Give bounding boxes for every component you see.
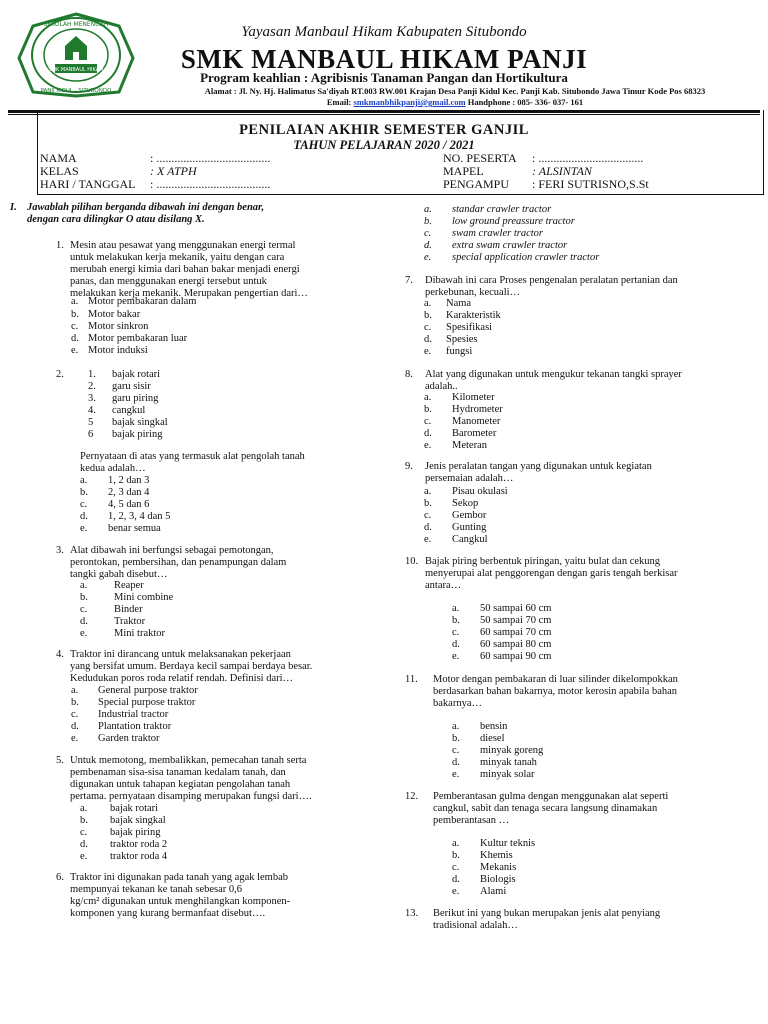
option-letter: e. — [452, 769, 460, 780]
question-text: menyerupai alat penggorengan dengan garis tengah berkisar — [425, 568, 678, 579]
option-text: 1, 2 dan 3 — [108, 475, 150, 486]
option-text: Barometer — [452, 428, 497, 439]
option-text: Reaper — [114, 580, 144, 591]
option-letter: b. — [424, 216, 432, 227]
field-label: NAMA — [40, 151, 77, 165]
email-label: Email: — [326, 97, 354, 107]
option-letter: d. — [424, 240, 432, 251]
option-text: Hydrometer — [452, 404, 503, 415]
question-text: Berikut ini yang bukan merupakan jenis alat penyiang — [433, 908, 661, 919]
instruction-line-2: dengan cara dilingkar O atau disilang X. — [27, 214, 205, 225]
option-letter: d. — [452, 639, 460, 650]
option-letter: b. — [452, 733, 460, 744]
exam-title: PENILAIAN AKHIR SEMESTER GANJIL — [239, 122, 529, 138]
option-text: 50 sampai 60 cm — [480, 603, 552, 614]
option-letter: d. — [71, 333, 79, 344]
option-letter: a. — [71, 296, 79, 307]
program-name: Program keahlian : Agribisnis Tanaman Pangan dan Hortikultura — [200, 70, 568, 85]
list-number: 6 — [88, 429, 94, 440]
option-text: Motor bakar — [88, 309, 141, 320]
question-text: tangki gabah disebut… — [70, 569, 168, 580]
option-letter: e. — [452, 886, 460, 897]
list-number: 2. — [88, 381, 96, 392]
option-text: Mekanis — [480, 862, 517, 873]
question-number: 7. — [405, 275, 413, 286]
question-number: 9. — [405, 461, 413, 472]
question-text: melakukan kerja mekanik. Merupakan pengertian dari… — [70, 288, 308, 299]
question-text: Untuk memotong, membalikkan, pemecahan tanah serta — [70, 755, 307, 766]
option-letter: e. — [424, 534, 432, 545]
option-letter: e. — [424, 440, 432, 451]
list-item: bajak singkal — [112, 417, 168, 428]
question-number: 4. — [56, 649, 64, 660]
question-number: 10. — [405, 556, 419, 567]
option-letter: e. — [452, 651, 460, 662]
option-letter: b. — [424, 404, 432, 415]
question-number: 1. — [56, 240, 64, 251]
question-text: pembenaman sisa-sisa tanaman kedalam tanah, dan — [70, 767, 286, 778]
question-text: Jenis peralatan tangan yang digunakan untuk kegiatan — [425, 461, 652, 472]
question-text: Pemberantasan gulma dengan menggunakan alat seperti — [433, 791, 669, 802]
option-text: Gembor — [452, 510, 487, 521]
option-letter: d. — [424, 522, 432, 533]
question-text: perontokan, pembersihan, dan penampungan dalam — [70, 557, 287, 568]
field-label: KELAS — [40, 164, 79, 178]
option-letter: c. — [424, 416, 432, 427]
field-label: NO. PESERTA — [443, 151, 517, 165]
field-label: PENGAMPU — [443, 177, 510, 191]
question-text: kedua adalah… — [80, 463, 146, 474]
option-text: extra swam crawler tractor — [452, 240, 568, 251]
field-value: : ...................................... — [150, 151, 271, 165]
list-item: garu piring — [112, 393, 159, 404]
option-text: 50 sampai 70 cm — [480, 615, 552, 626]
option-text: Pisau okulasi — [452, 486, 508, 497]
option-letter: e. — [80, 851, 88, 862]
option-letter: e. — [80, 628, 88, 639]
option-letter: d. — [452, 757, 460, 768]
option-letter: b. — [424, 498, 432, 509]
option-letter: c. — [424, 510, 432, 521]
option-text: bajak rotari — [110, 803, 159, 814]
option-text: standar crawler tractor — [452, 204, 552, 215]
option-text: Spesies — [446, 334, 478, 345]
option-text: 4, 5 dan 6 — [108, 499, 150, 510]
question-text: bakarnya… — [433, 698, 482, 709]
option-text: Garden traktor — [98, 733, 160, 744]
option-letter: b. — [452, 615, 460, 626]
option-letter: c. — [71, 321, 79, 332]
option-text: 60 sampai 70 cm — [480, 627, 552, 638]
question-text: Motor dengan pembakaran di luar silinder dikelompokkan — [433, 674, 678, 685]
option-letter: a. — [71, 685, 79, 696]
option-letter: c. — [452, 862, 460, 873]
option-letter: a. — [80, 803, 88, 814]
field-value: : ...................................... — [150, 177, 271, 191]
email-link[interactable]: smkmanbhikpanji@gmail.com — [353, 97, 466, 107]
option-text: 60 sampai 90 cm — [480, 651, 552, 662]
field-value: : FERI SUTRISNO,S.St — [532, 177, 649, 191]
option-text: diesel — [480, 733, 505, 744]
option-text: Meteran — [452, 440, 487, 451]
option-letter: d. — [452, 874, 460, 885]
foundation-name: Yayasan Manbaul Hikam Kabupaten Situbondo — [241, 24, 527, 40]
question-text: Dibawah ini cara Proses pengenalan peralatan pertanian dan — [425, 275, 678, 286]
option-text: minyak goreng — [480, 745, 544, 756]
option-text: 60 sampai 80 cm — [480, 639, 552, 650]
question-number: 2. — [56, 369, 64, 380]
option-letter: d. — [424, 334, 432, 345]
option-letter: e. — [80, 523, 88, 534]
option-letter: b. — [80, 592, 88, 603]
option-text: traktor roda 2 — [110, 839, 168, 850]
option-letter: a. — [424, 204, 432, 215]
option-letter: b. — [80, 487, 88, 498]
question-text: tradisional adalah… — [433, 920, 518, 931]
list-item: bajak rotari — [112, 369, 161, 380]
option-text: Mini traktor — [114, 628, 166, 639]
field-value: : ALSINTAN — [532, 164, 592, 178]
option-text: Kilometer — [452, 392, 495, 403]
question-number: 3. — [56, 545, 64, 556]
option-text: Traktor — [114, 616, 146, 627]
field-label: MAPEL — [443, 164, 484, 178]
option-letter: c. — [80, 499, 88, 510]
exam-year: TAHUN PELAJARAN 2020 / 2021 — [293, 138, 475, 152]
option-text: bajak singkal — [110, 815, 166, 826]
question-text: berdasarkan bahan bakarnya, motor kerosin apabila bahan — [433, 686, 678, 697]
option-letter: c. — [424, 322, 432, 333]
option-text: benar semua — [108, 523, 161, 534]
option-letter: d. — [80, 511, 88, 522]
question-text: Kedudukan poros roda relatif rendah. Definisi dari… — [70, 673, 294, 684]
option-text: low ground preassure tractor — [452, 216, 575, 227]
list-item: garu sisir — [112, 381, 151, 392]
option-text: Binder — [114, 604, 143, 615]
option-letter: e. — [424, 346, 432, 357]
option-text: 2, 3 dan 4 — [108, 487, 150, 498]
option-letter: a. — [80, 580, 88, 591]
option-text: Mini combine — [114, 592, 174, 603]
question-text: perkebunan, kecuali… — [425, 287, 521, 298]
option-text: Karakteristik — [446, 310, 501, 321]
question-text: pemberantasan … — [433, 815, 510, 826]
option-text: Motor sinkron — [88, 321, 149, 332]
question-text: komponen yang kurang bermanfaat disebut…. — [70, 908, 266, 919]
option-text: Special purpose traktor — [98, 697, 196, 708]
option-text: Sekop — [452, 498, 479, 509]
option-text: Kultur teknis — [480, 838, 536, 849]
list-item: cangkul — [112, 405, 146, 416]
question-number: 5. — [56, 755, 64, 766]
question-number: 6. — [56, 872, 64, 883]
option-letter: e. — [71, 345, 79, 356]
instruction-number: I. — [10, 202, 17, 213]
question-number: 13. — [405, 908, 419, 919]
option-text: Motor pembakaran luar — [88, 333, 188, 344]
option-letter: e. — [71, 733, 79, 744]
option-letter: e. — [424, 252, 432, 263]
question-text: digunakan untuk tahapan kegiatan pengolahan tanah — [70, 779, 291, 790]
option-letter: a. — [424, 392, 432, 403]
option-text: Manometer — [452, 416, 501, 427]
question-text: antara… — [425, 580, 462, 591]
option-letter: c. — [452, 627, 460, 638]
svg-text:SMK MANBAUL HIKAM: SMK MANBAUL HIKAM — [48, 67, 104, 73]
option-text: special application crawler tractor — [452, 252, 600, 263]
option-letter: a. — [452, 603, 460, 614]
option-text: minyak solar — [480, 769, 535, 780]
phone-text: Handphone : 085- 336- 037- 161 — [465, 97, 584, 107]
question-text: adalah.. — [425, 381, 458, 392]
address-line: Alamat : Jl. Ny. Hj. Halimatus Sa'diyah RT.003 RW.001 Krajan Desa Panji Kidul Kec. Panji Kab. Situbondo Jawa Timur Kode Pos 68323 — [204, 86, 706, 96]
option-text: Nama — [446, 298, 472, 309]
list-number: 4. — [88, 405, 96, 416]
option-text: Khemis — [480, 850, 513, 861]
option-text: bajak piring — [110, 827, 161, 838]
option-text: Biologis — [480, 874, 516, 885]
option-letter: a. — [424, 486, 432, 497]
option-letter: d. — [80, 616, 88, 627]
option-letter: d. — [80, 839, 88, 850]
option-text: Gunting — [452, 522, 487, 533]
option-letter: b. — [71, 309, 79, 320]
option-letter: d. — [71, 721, 79, 732]
question-text: pertama. pernyataan disamping merupakan fungsi dari…. — [70, 791, 312, 802]
option-text: General purpose traktor — [98, 685, 198, 696]
question-text: Mesin atau pesawat yang menggunakan energi termal — [70, 240, 296, 251]
question-number: 12. — [405, 791, 419, 802]
question-text: Alat dibawah ini berfungsi sebagai pemotongan, — [70, 545, 274, 556]
question-text: Traktor ini dirancang untuk melaksanakan pekerjaan — [70, 649, 291, 660]
option-text: fungsi — [446, 346, 473, 357]
option-letter: b. — [80, 815, 88, 826]
field-value: : ................................... — [532, 151, 644, 165]
question-text: Pernyataan di atas yang termasuk alat pengolah tanah — [80, 451, 305, 462]
list-number: 5 — [88, 417, 94, 428]
option-text: Industrial tractor — [98, 709, 169, 720]
option-letter: d. — [424, 428, 432, 439]
option-letter: c. — [424, 228, 432, 239]
question-text: merubah energi kimia dari bahan bakar menjadi energi — [70, 264, 300, 275]
question-text: yang bersifat umum. Berdaya kecil sampai berdaya besar. — [70, 661, 313, 672]
option-text: Motor pembakaran dalam — [88, 296, 197, 307]
option-text: Cangkul — [452, 534, 488, 545]
option-letter: b. — [71, 697, 79, 708]
option-letter: a. — [424, 298, 432, 309]
question-number: 8. — [405, 369, 413, 380]
question-text: untuk melakukan kerja mekanik, yaitu dengan cara — [70, 252, 285, 263]
option-text: traktor roda 4 — [110, 851, 168, 862]
option-text: swam crawler tractor — [452, 228, 544, 239]
question-text: mempunyai tekanan ke tanah sebesar 0,6 — [70, 884, 243, 895]
option-text: minyak tanah — [480, 757, 537, 768]
option-letter: c. — [80, 604, 88, 615]
question-number: 11. — [405, 674, 418, 685]
option-letter: c. — [71, 709, 79, 720]
question-text: persemaian adalah… — [425, 473, 514, 484]
svg-text:PANJI KIDUL · SITUBONDO: PANJI KIDUL · SITUBONDO — [40, 88, 112, 94]
option-text: Spesifikasi — [446, 322, 493, 333]
question-text: panas, dan menggunakan energi tersebut untuk — [70, 276, 267, 287]
question-text: kg/cm² digunakan untuk menghilangkan komponen- — [70, 896, 291, 907]
question-text: Bajak piring berbentuk piringan, yaitu bulat dan cekung — [425, 556, 661, 567]
option-letter: b. — [452, 850, 460, 861]
option-text: Alami — [480, 886, 507, 897]
option-letter: a. — [80, 475, 88, 486]
list-number: 3. — [88, 393, 96, 404]
option-text: Motor induksi — [88, 345, 148, 356]
option-letter: c. — [452, 745, 460, 756]
list-number: 1. — [88, 369, 96, 380]
option-text: bensin — [480, 721, 508, 732]
question-text: Alat yang digunakan untuk mengukur tekanan tangki sprayer — [425, 369, 682, 380]
option-text: Plantation traktor — [98, 721, 172, 732]
option-text: 1, 2, 3, 4 dan 5 — [108, 511, 171, 522]
school-name: SMK MANBAUL HIKAM PANJI — [180, 44, 588, 74]
option-letter: c. — [80, 827, 88, 838]
instruction-line-1: Jawablah pilihan berganda dibawah ini dengan benar, — [27, 202, 265, 213]
field-value: : X ATPH — [150, 164, 197, 178]
question-text: cangkul, sabit dan tenaga secara langsung dinamakan — [433, 803, 658, 814]
option-letter: b. — [424, 310, 432, 321]
field-label: HARI / TANGGAL — [40, 177, 136, 191]
list-item: bajak piring — [112, 429, 163, 440]
option-letter: a. — [452, 721, 460, 732]
option-letter: a. — [452, 838, 460, 849]
svg-text:SEKOLAH MENENGAH: SEKOLAH MENENGAH — [43, 21, 109, 28]
question-text: Traktor ini digunakan pada tanah yang agak lembab — [70, 872, 289, 883]
